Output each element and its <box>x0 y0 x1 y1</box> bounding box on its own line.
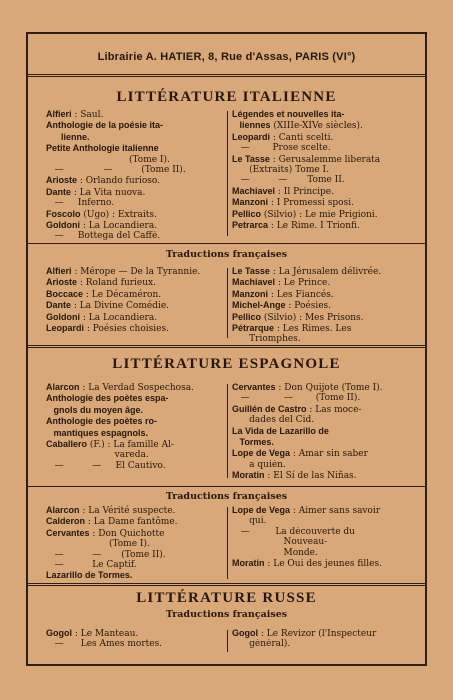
catalog-entry <box>46 109 222 120</box>
work-title: : Le Revizor (l'Inspecteur <box>258 629 377 639</box>
work-title: (Ugo) : Extraits. <box>80 209 157 220</box>
author-name: Alfieri <box>46 266 72 276</box>
catalog-entry <box>46 231 222 241</box>
section-divider <box>28 486 425 487</box>
author-name: Alarcon <box>46 382 80 392</box>
catalog-entry <box>232 323 408 334</box>
section-divider <box>28 583 425 586</box>
author-name: Goldoni <box>46 220 80 231</box>
work-title: : Les Fiancés. <box>268 289 334 300</box>
catalog-entry <box>232 527 408 537</box>
catalog-entry <box>232 516 408 526</box>
catalog-entry <box>46 266 222 277</box>
catalog-entry <box>46 628 222 639</box>
work-title: : Il Principe. <box>275 186 334 197</box>
author-name: Alarcon <box>46 505 80 515</box>
work-title: : La Locandiera. <box>80 312 158 323</box>
catalog-entry <box>232 334 408 344</box>
catalog-entry <box>232 277 408 288</box>
catalog-entry <box>232 120 408 131</box>
catalog-entry <box>232 628 408 639</box>
author-name: Leopardi <box>232 131 271 142</box>
work-title: — — Tome II. <box>232 175 345 186</box>
catalog-entry <box>46 300 222 311</box>
work-title: (Tome I). <box>46 154 170 165</box>
translations-title-russian: Traductions françaises <box>165 609 288 620</box>
catalog-entry <box>232 505 408 516</box>
work-title: : Poésies choisies. <box>84 324 169 335</box>
catalog-entry <box>46 382 222 393</box>
catalog-entry <box>232 426 408 437</box>
italian-left-list <box>46 109 222 242</box>
author-name: Arioste <box>46 175 78 186</box>
work-title: dades del Cid. <box>232 415 315 426</box>
work-title: — Prose scelte. <box>232 143 331 154</box>
work-title: : Aimer sans savoir <box>290 506 381 516</box>
catalog-entry <box>232 639 408 649</box>
author-name: Caballero <box>46 439 88 450</box>
author-name: Dante <box>46 300 72 311</box>
work-title: Triomphes. <box>232 334 301 345</box>
catalog-entry <box>46 639 222 649</box>
author-name: Dante <box>46 186 72 197</box>
author-name: Lazarillo de Tormes. <box>46 570 133 581</box>
work-title: vareda. <box>46 450 149 461</box>
catalog-entry <box>232 537 408 547</box>
catalog-entry <box>232 448 408 459</box>
author-name: Légendes et nouvelles ita- <box>232 109 345 119</box>
header-divider <box>28 74 425 77</box>
catalog-entry <box>46 277 222 288</box>
work-title: : La Dame fantôme. <box>85 517 178 528</box>
section-divider <box>28 345 425 348</box>
work-title: : Canti scelti. <box>270 132 334 143</box>
work-title: Monde. <box>232 547 318 558</box>
catalog-entry <box>232 209 408 220</box>
catalog-entry <box>46 528 222 539</box>
author-name: Machiavel <box>232 277 276 288</box>
work-title: (Silvio) : Le mie Prigioni. <box>261 209 378 220</box>
author-name: Cervantes <box>46 527 90 538</box>
author-name: Machiavel <box>232 185 276 196</box>
author-name: lienne. <box>46 131 90 142</box>
catalog-entry <box>46 220 222 231</box>
work-title: — — (Tome II). <box>46 549 166 560</box>
author-name: Arioste <box>46 277 78 288</box>
catalog-entry <box>46 428 222 439</box>
author-name: Boccace <box>46 288 84 299</box>
work-title: général). <box>232 639 291 650</box>
author-name: Le Tasse <box>232 153 270 164</box>
author-name: Anthologie des poètes espa- <box>46 393 169 404</box>
author-name: Foscolo <box>46 208 81 219</box>
author-name: Tormes. <box>232 437 274 448</box>
catalog-entry <box>46 143 222 154</box>
catalog-entry <box>46 187 222 198</box>
work-title: (F.) : La famille Al- <box>87 440 175 451</box>
column-divider <box>227 630 228 652</box>
catalog-entry <box>232 393 408 403</box>
catalog-entry <box>232 154 408 165</box>
catalog-entry <box>46 405 222 416</box>
catalog-entry <box>232 175 408 185</box>
work-title: : La Verdad Sospechosa. <box>79 383 194 393</box>
author-name: gnols du moyen âge. <box>46 404 144 415</box>
author-name: Pellico <box>232 208 262 219</box>
translations-title-italian: Traductions françaises <box>165 249 288 260</box>
work-title: qui. <box>232 516 267 527</box>
catalog-entry <box>46 175 222 186</box>
catalog-entry <box>46 560 222 570</box>
author-name: Lope de Vega <box>232 505 291 515</box>
catalog-entry <box>46 450 222 460</box>
work-title: : Las moce- <box>306 404 362 415</box>
author-name: Gogol <box>46 628 72 638</box>
catalog-entry <box>46 505 222 516</box>
catalog-entry <box>232 548 408 558</box>
catalog-entry <box>46 323 222 334</box>
catalog-entry <box>232 289 408 300</box>
author-name: Manzoni <box>232 197 268 208</box>
author-name: Moratin <box>232 558 265 569</box>
work-title: — Bottega del Caffé. <box>46 231 161 242</box>
catalog-entry <box>46 393 222 404</box>
author-name: Pellico <box>232 311 262 322</box>
catalog-entry <box>232 437 408 448</box>
work-title: : La Jérusalem délivrée. <box>269 267 382 277</box>
section-title-spanish: LITTÉRATURE ESPAGNOLE <box>112 356 341 372</box>
catalog-entry <box>232 220 408 231</box>
work-title: : El Sí de las Niñas. <box>264 471 357 482</box>
work-title: — Les Ames mortes. <box>46 639 163 650</box>
work-title: : I Promessi sposi. <box>268 198 354 209</box>
catalog-entry <box>46 416 222 427</box>
russian-right-list <box>232 628 408 650</box>
author-name: Cervantes <box>232 382 276 392</box>
work-title: Nouveau- <box>232 537 328 548</box>
work-title: : Orlando furioso. <box>77 176 160 187</box>
column-divider <box>227 384 228 478</box>
author-name: Manzoni <box>232 288 268 299</box>
work-title: (XIIIe-XIVe siècles). <box>270 121 363 132</box>
catalog-entry <box>46 209 222 220</box>
author-name: Petrarca <box>232 220 269 231</box>
work-title: — — (Tome II). <box>232 393 361 404</box>
work-title: — Le Captif. <box>46 560 137 571</box>
work-title: : Poésies. <box>285 301 332 312</box>
author-name: Michel-Ange <box>232 300 286 311</box>
work-title: — Inferno. <box>46 198 115 209</box>
catalog-entry <box>232 143 408 153</box>
catalog-entry <box>46 570 222 581</box>
catalog-entry <box>46 289 222 300</box>
catalog-entry <box>46 120 222 131</box>
work-title: : La Locandiera. <box>80 221 158 232</box>
author-name: Goldoni <box>46 311 80 322</box>
catalog-entry <box>46 550 222 560</box>
italian-right-list <box>232 109 408 231</box>
author-name: Moratin <box>232 470 265 481</box>
author-name: Anthologie de la poésie ita- <box>46 120 164 131</box>
author-name: mantiques espagnols. <box>46 427 149 438</box>
catalog-entry <box>232 312 408 323</box>
section-divider <box>28 243 425 244</box>
work-title: : La Divine Comédie. <box>71 301 170 312</box>
work-title: : Mérope — De la Tyrannie. <box>71 267 201 277</box>
author-name: La Vida de Lazarillo de <box>232 425 329 436</box>
translations-title-spanish: Traductions françaises <box>165 491 288 502</box>
work-title: — — El Cautivo. <box>46 460 166 471</box>
catalog-entry <box>46 132 222 143</box>
work-title: : Le Décaméron. <box>83 289 162 300</box>
author-name: Leopardi <box>46 323 85 334</box>
catalog-entry <box>46 198 222 208</box>
work-title: — La découverte du <box>232 526 355 537</box>
work-title: : Les Rimes. Les <box>274 324 352 335</box>
work-title: : La Vita nuova. <box>71 187 146 198</box>
catalog-entry <box>232 165 408 175</box>
catalog-entry <box>232 558 408 569</box>
publisher-header: Librairie A. HATIER, 8, Rue d'Assas, PARIS (VI°) <box>97 51 356 63</box>
catalog-entry <box>232 300 408 311</box>
catalog-entry <box>232 109 408 120</box>
catalog-entry <box>232 132 408 143</box>
catalog-entry <box>46 155 222 165</box>
author-name: Pétrarque <box>232 323 275 334</box>
author-name: Guillén de Castro <box>232 403 307 414</box>
work-title: (Silvio) : Mes Prisons. <box>261 312 364 323</box>
work-title: : Le Rime. I Trionfi. <box>268 221 360 232</box>
work-title: : Amar sin saber <box>290 449 368 460</box>
catalog-entry <box>232 197 408 208</box>
section-title-russian: LITTÉRATURE RUSSE <box>136 590 317 606</box>
author-name: Alfieri <box>46 109 72 119</box>
work-title: : Le Manteau. <box>72 629 139 639</box>
work-title: : Roland furieux. <box>77 278 156 289</box>
catalog-entry <box>46 461 222 471</box>
catalog-entry <box>46 439 222 450</box>
catalog-entry <box>232 415 408 425</box>
catalog-entry <box>232 186 408 197</box>
work-title: : Don Quijote (Tome I). <box>275 383 383 393</box>
author-name: liennes <box>232 120 271 131</box>
work-title: — — (Tome II). <box>46 165 186 176</box>
spanish-translations-right <box>232 505 408 569</box>
russian-left-list <box>46 628 222 650</box>
catalog-entry <box>232 460 408 470</box>
author-name: Lope de Vega <box>232 448 291 459</box>
catalog-entry <box>232 382 408 393</box>
work-title: : Gerusalemme liberata <box>269 154 381 165</box>
spanish-translations-left <box>46 505 222 582</box>
catalog-entry <box>46 312 222 323</box>
catalog-entry <box>46 165 222 175</box>
author-name: Le Tasse <box>232 266 270 276</box>
work-title: : La Vérité suspecte. <box>79 506 176 516</box>
italian-translations-right <box>232 266 408 345</box>
work-title: (Extraits) Tome I. <box>232 165 329 176</box>
work-title: : Le Prince. <box>275 278 331 289</box>
author-name: Gogol <box>232 628 258 638</box>
work-title: : Le Oui des jeunes filles. <box>264 559 382 570</box>
spanish-right-list <box>232 382 408 482</box>
column-divider <box>227 111 228 236</box>
author-name: Petite Anthologie italienne <box>46 143 159 154</box>
author-name: Calderon <box>46 516 86 527</box>
author-name: Anthologie des poètes ro- <box>46 416 158 427</box>
catalog-entry <box>232 470 408 481</box>
column-divider <box>227 268 228 338</box>
work-title: a quién. <box>232 459 286 470</box>
italian-translations-left <box>46 266 222 334</box>
catalog-entry <box>46 539 222 549</box>
catalog-entry <box>232 266 408 277</box>
work-title: (Tome I). <box>46 539 150 550</box>
work-title: : Saul. <box>71 110 104 120</box>
work-title: : Don Quichotte <box>89 528 165 539</box>
column-divider <box>227 507 228 579</box>
catalog-entry <box>232 404 408 415</box>
spanish-left-list <box>46 382 222 471</box>
section-title-italian: LITTÉRATURE ITALIENNE <box>116 89 337 105</box>
catalog-entry <box>46 516 222 527</box>
